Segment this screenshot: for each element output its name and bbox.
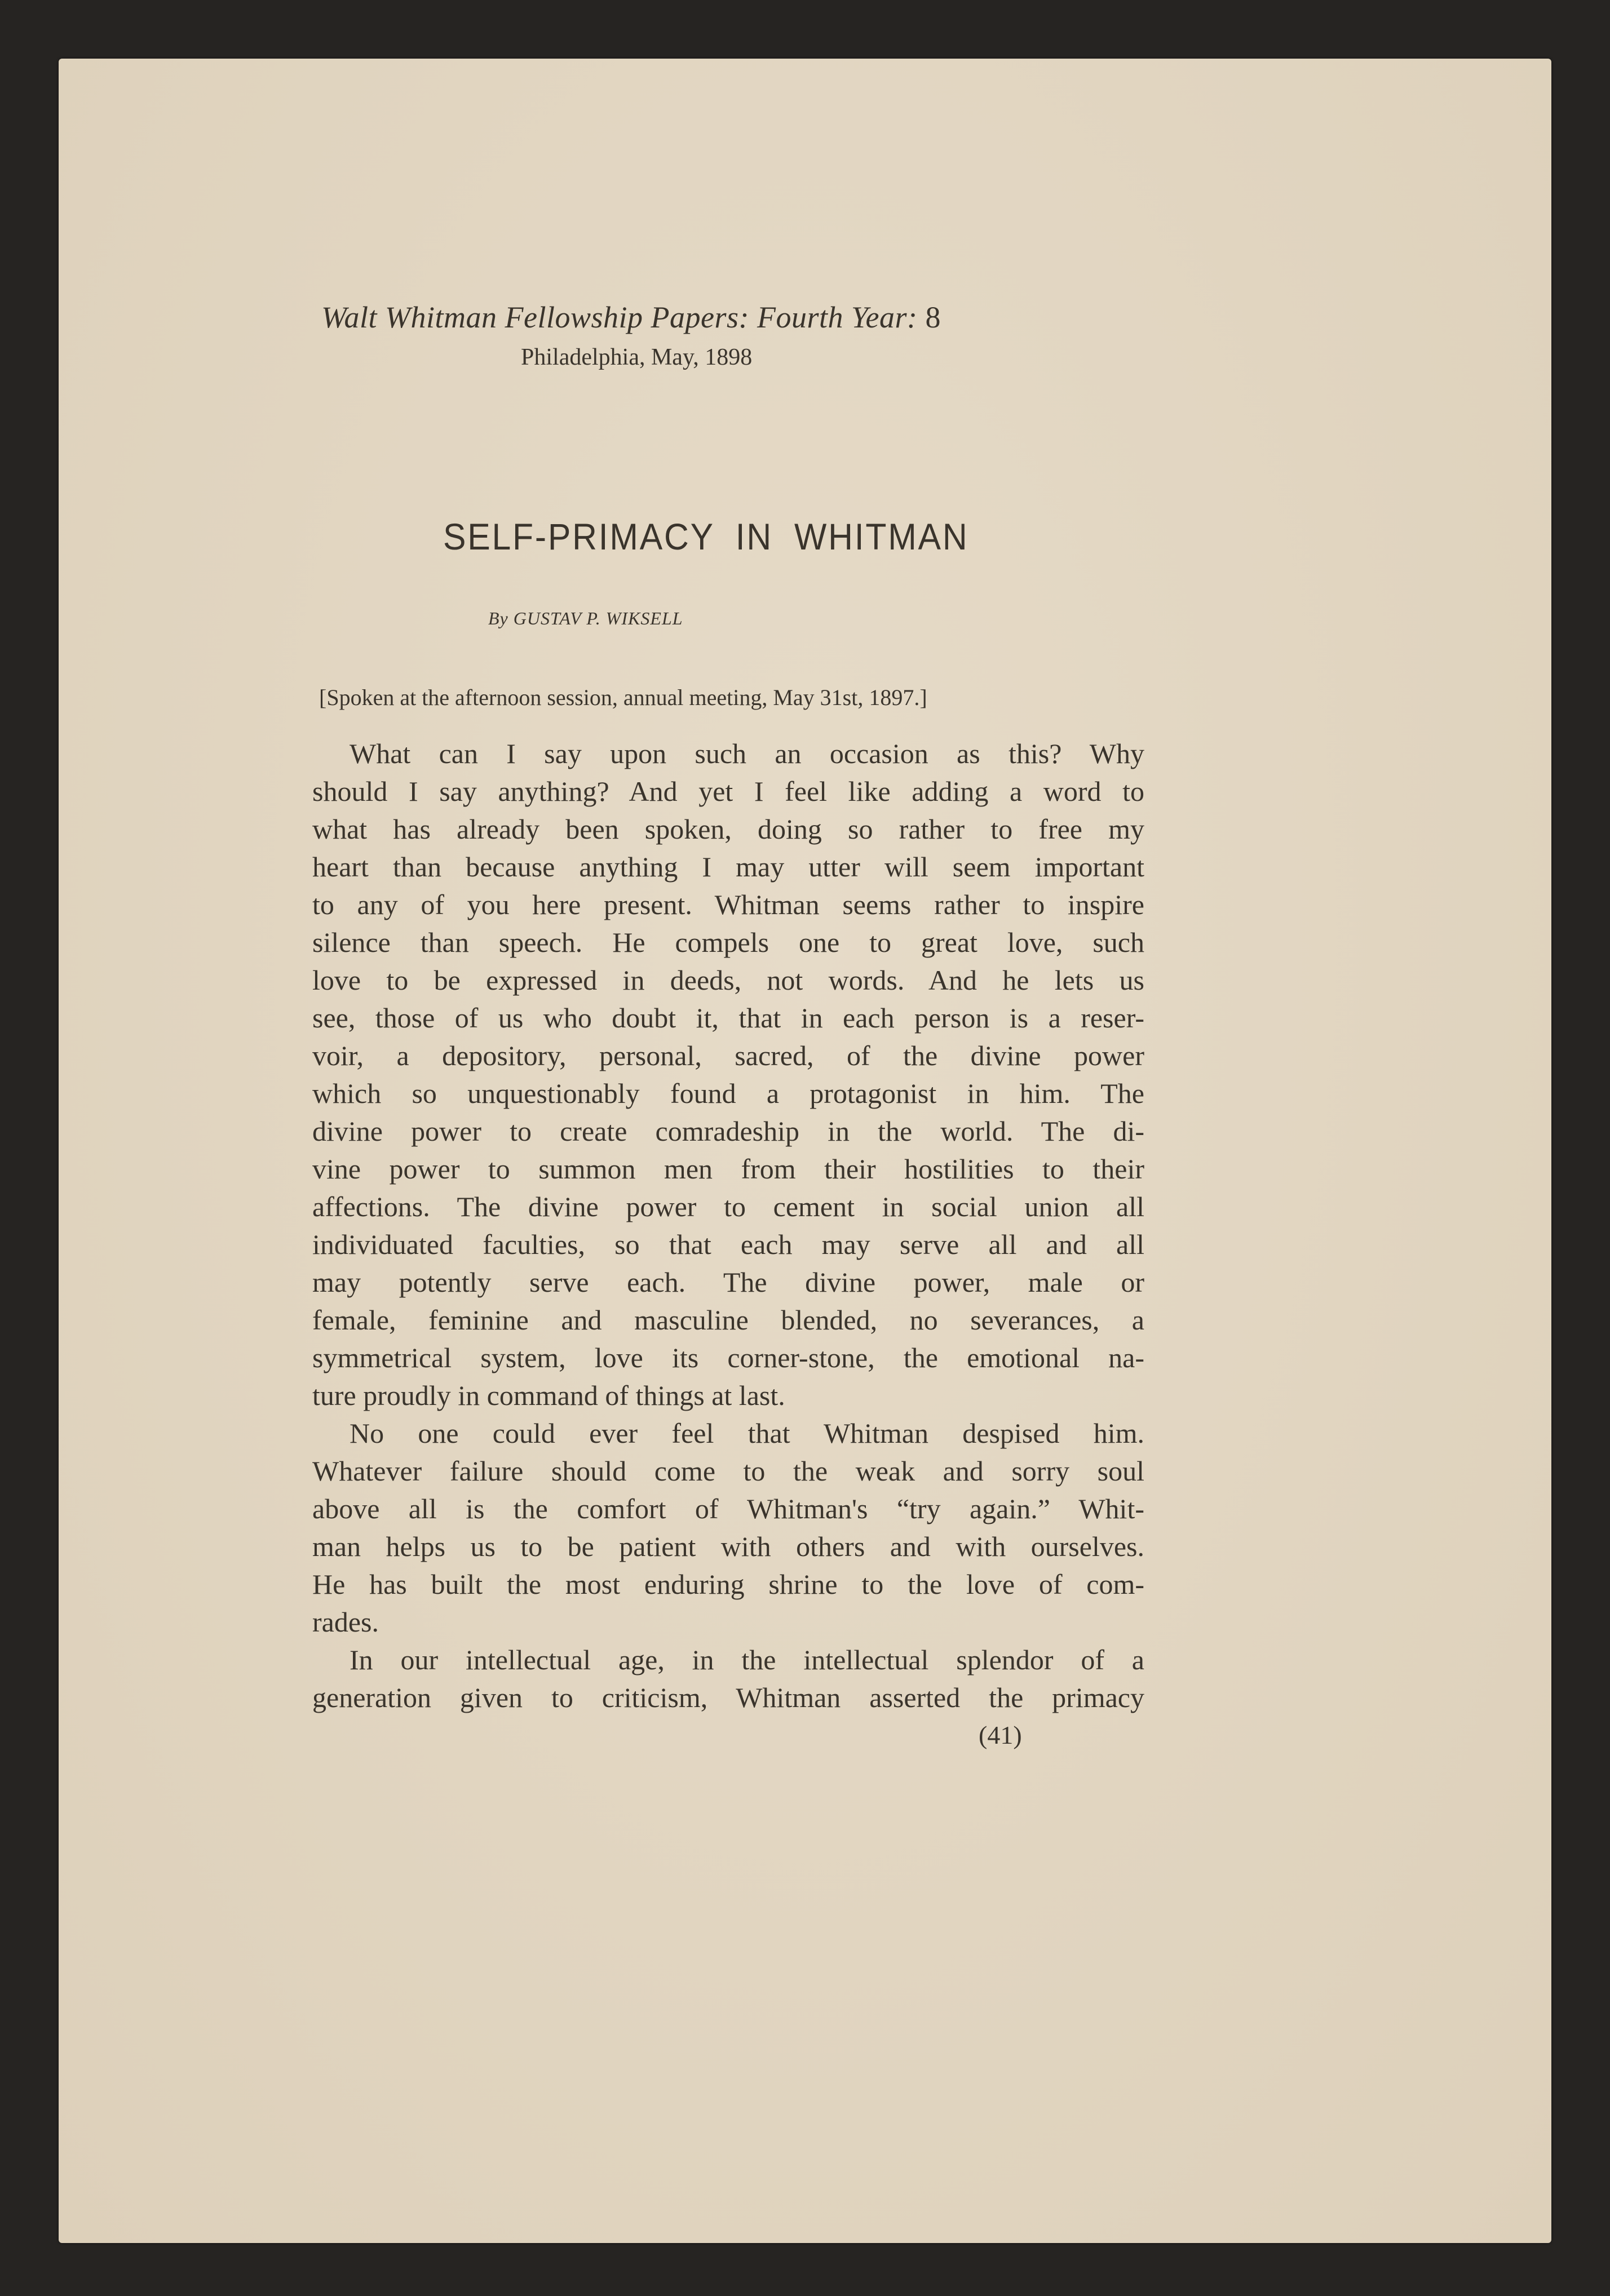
article-title: SELF-PRIMACY IN WHITMAN [443, 516, 969, 557]
document-page [59, 59, 1551, 2243]
body-line: man helps us to be patient with others and with ourselves. [312, 1531, 1144, 1562]
body-line: should I say anything? And yet I feel like adding a word to [312, 775, 1144, 807]
article-body [312, 735, 1144, 1717]
body-line: heart than because anything I may utter will seem important [312, 851, 1144, 883]
body-line: In our intellectual age, in the intellectual splendor of a [350, 1644, 1144, 1676]
body-line: voir, a depository, personal, sacred, of the divine power [312, 1040, 1144, 1071]
body-line: love to be expressed in deeds, not words. And he lets us [312, 964, 1144, 996]
body-line: which so unquestionably found a protagonist in him. The [312, 1078, 1144, 1109]
body-line: He has built the most enduring shrine to the love of com- [312, 1568, 1144, 1600]
body-line: ture proudly in command of things at last. [312, 1380, 785, 1411]
series-title [321, 300, 1077, 335]
body-line: What can I say upon such an occasion as this? Why [350, 738, 1144, 769]
session-note: [Spoken at the afternoon session, annual meeting, May 31st, 1897.] [319, 685, 927, 710]
body-line: individuated faculties, so that each may serve all and all [312, 1229, 1144, 1260]
body-line: rades. [312, 1606, 379, 1638]
body-line: divine power to create comradeship in the world. The di- [312, 1115, 1144, 1147]
body-line: silence than speech. He compels one to great love, such [312, 927, 1144, 958]
body-line: affections. The divine power to cement in social union all [312, 1191, 1144, 1222]
body-line: above all is the comfort of Whitman's “try again.” Whit- [312, 1493, 1144, 1524]
body-line: vine power to summon men from their hostilities to their [312, 1153, 1144, 1185]
byline: By GUSTAV P. WIKSELL [488, 608, 683, 628]
body-line: Whatever failure should come to the weak and sorry soul [312, 1455, 1144, 1487]
page-number: (41) [979, 1721, 1022, 1749]
place-date: Philadelphia, May, 1898 [521, 344, 753, 370]
series-number: 8 [925, 300, 941, 334]
body-line: female, feminine and masculine blended, no severances, a [312, 1304, 1144, 1336]
body-line: see, those of us who doubt it, that in each person is a reser- [312, 1002, 1144, 1034]
body-line: may potently serve each. The divine power, male or [312, 1266, 1144, 1298]
body-line: what has already been spoken, doing so rather to free my [312, 813, 1144, 845]
body-line: symmetrical system, love its corner-stone, the emotional na- [312, 1342, 1144, 1373]
body-line: generation given to criticism, Whitman asserted the primacy [312, 1682, 1144, 1713]
series-title-text: Walt Whitman Fellowship Papers: Fourth Year: [321, 300, 918, 334]
body-line: No one could ever feel that Whitman despised him. [350, 1417, 1144, 1449]
body-line: to any of you here present. Whitman seems rather to inspire [312, 889, 1144, 920]
